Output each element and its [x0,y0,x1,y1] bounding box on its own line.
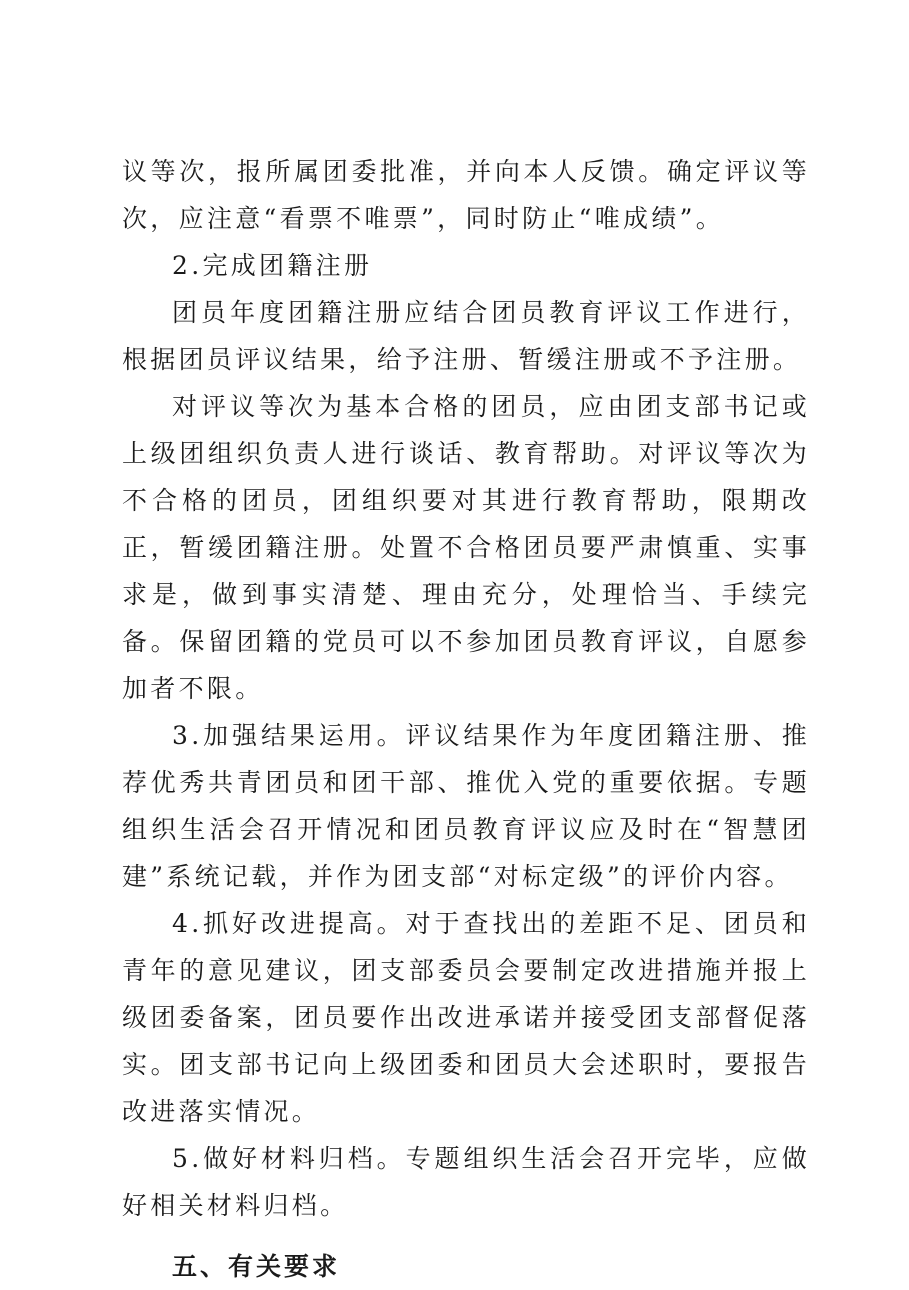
paragraph-evaluation-handling: 对评议等次为基本合格的团员，应由团支部书记或上级团组织负责人进行谈话、教育帮助。对评议等次为不合格的团员，团组织要对其进行教育帮助，限期改正，暂缓团籍注册。处置不合格团员要严肃慎重、实事求是，做到事实清楚、理由充分，处理恰当、手续完备。保留团籍的党员可以不参加团员教育评议，自愿参加者不限。 [122,392,810,703]
paragraph-continuation: 议等次，报所属团委批准，并向本人反馈。确定评议等次，应注意“看票不唯票”，同时防止“唯成绩”。 [122,157,810,233]
paragraph-result-usage: 3.加强结果运用。评议结果作为年度团籍注册、推荐优秀共青团员和团干部、推优入党的重要依据。专题组织生活会召开情况和团员教育评议应及时在“智慧团建”系统记载，并作为团支部“对标定级”的评价内容。 [122,721,810,891]
section-heading: 五、有关要求 [172,1252,341,1281]
paragraph-registration: 团员年度团籍注册应结合团员教育评议工作进行，根据团员评议结果，给予注册、暂缓注册或不予注册。 [122,298,810,374]
subheading-registration: 2.完成团籍注册 [172,251,373,280]
paragraph-archiving: 5.做好材料归档。专题组织生活会召开完毕，应做好相关材料归档。 [122,1144,810,1220]
document-body [122,148,810,1290]
paragraph-improvement: 4.抓好改进提高。对于查找出的差距不足、团员和青年的意见建议，团支部委员会要制定改进措施并报上级团委备案，团员要作出改进承诺并接受团支部督促落实。团支部书记向上级团委和团员大会述职时，要报告改进落实情况。 [122,909,810,1126]
